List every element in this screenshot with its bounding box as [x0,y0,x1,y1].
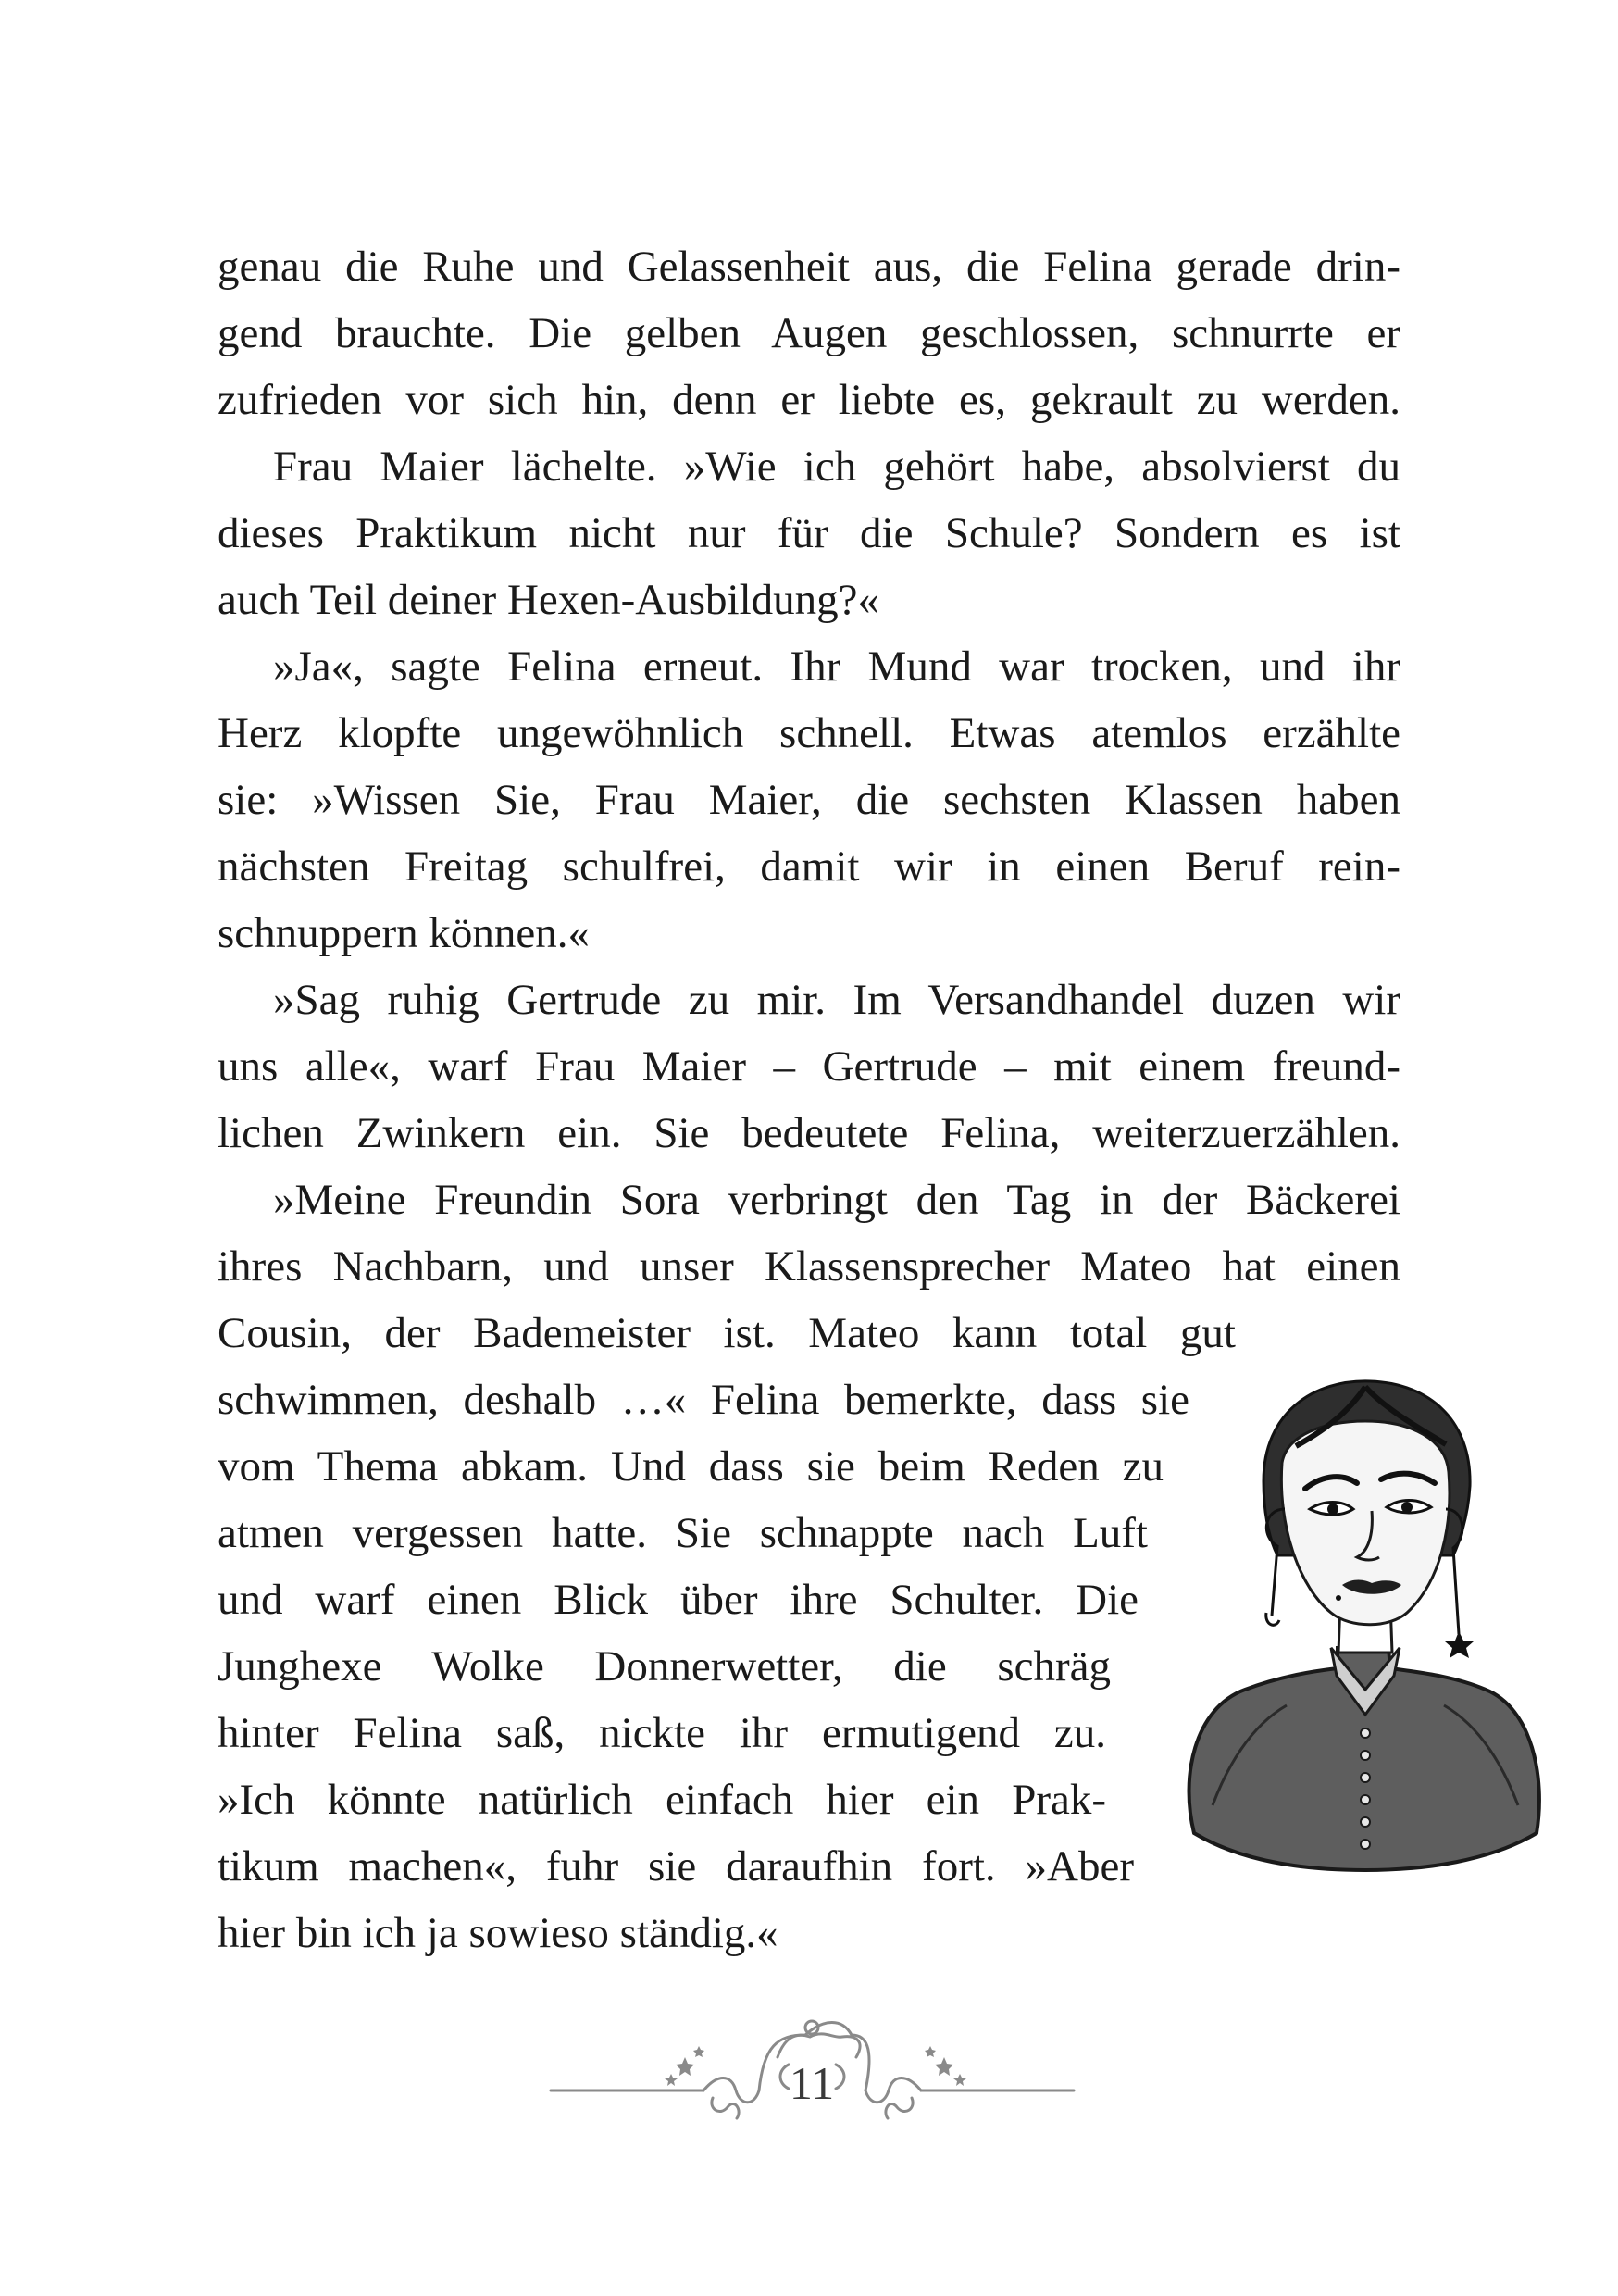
text-line: nächsten Freitag schulfrei, damit wir in einen Beruf rein- [218,842,1400,891]
text-line: »Sag ruhig Gertrude zu mir. Im Versandhandel duzen wir [273,976,1400,1024]
witch-portrait-illustration [1176,1370,1550,1889]
text-line: Cousin, der Bademeister ist. Mateo kann total gut [218,1309,1236,1357]
text-line: Frau Maier lächelte. »Wie ich gehört habe, absolvierst du [273,443,1400,491]
text-line: genau die Ruhe und Gelassenheit aus, die Felina gerade drin- [218,243,1400,291]
text-line: zufrieden vor sich hin, denn er liebte es, gekrault zu werden. [218,376,1400,424]
text-line: »Ja«, sagte Felina erneut. Ihr Mund war trocken, und ihr [273,643,1400,691]
text-line: dieses Praktikum nicht nur für die Schule? Sondern es ist [218,509,1400,557]
text-line: »Ich könnte natürlich einfach hier ein Prak- [218,1776,1106,1824]
text-line: lichen Zwinkern ein. Sie bedeutete Felina, weiterzuerzählen. [218,1109,1400,1157]
page-number: 11 [789,2057,835,2109]
text-line: uns alle«, warf Frau Maier – Gertrude – mit einem freund- [218,1042,1400,1091]
text-line: tikum machen«, fuhr sie daraufhin fort. »Aber [218,1842,1134,1890]
text-line: hier bin ich ja sowieso ständig.« [218,1909,778,1957]
text-line: ihres Nachbarn, und unser Klassensprecher Mateo hat einen [218,1242,1400,1291]
text-line: schnuppern können.« [218,909,591,957]
text-line: und warf einen Blick über ihre Schulter. Die [218,1576,1139,1624]
text-line: Herz klopfte ungewöhnlich schnell. Etwas atemlos erzählte [218,709,1400,757]
text-line: sie: »Wissen Sie, Frau Maier, die sechsten Klassen haben [218,776,1400,824]
text-line: vom Thema abkam. Und dass sie beim Reden zu [218,1442,1164,1491]
text-line: Junghexe Wolke Donnerwetter, die schräg [218,1642,1111,1691]
text-line: hinter Felina saß, nickte ihr ermutigend zu. [218,1709,1106,1757]
text-line: atmen vergessen hatte. Sie schnappte nach Luft [218,1509,1148,1557]
text-line: auch Teil deiner Hexen-Ausbildung?« [218,576,879,624]
text-line: gend brauchte. Die gelben Augen geschlossen, schnurrte er [218,309,1400,357]
text-line: »Meine Freundin Sora verbringt den Tag in der Bäckerei [273,1176,1400,1224]
text-line: schwimmen, deshalb …« Felina bemerkte, dass sie [218,1376,1189,1424]
